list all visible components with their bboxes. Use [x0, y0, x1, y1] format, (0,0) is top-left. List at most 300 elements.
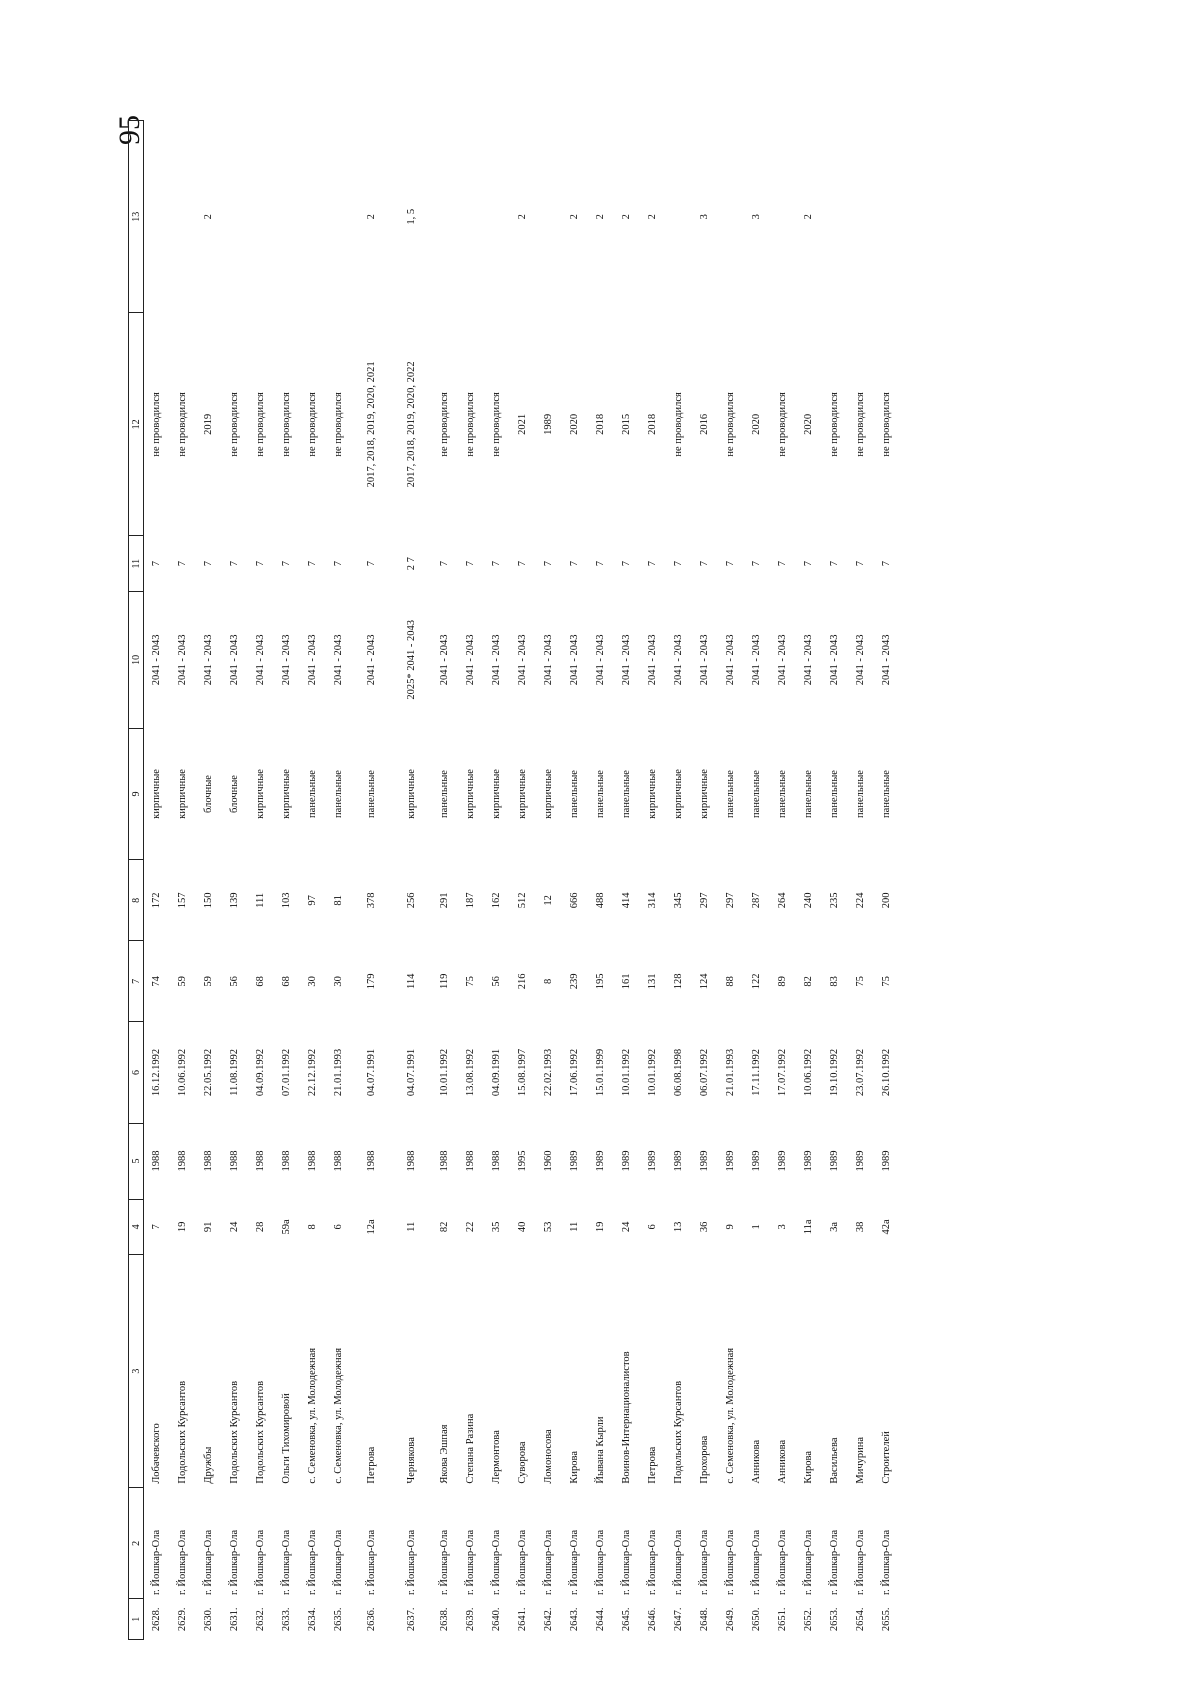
table-cell: Степана Разина — [465, 1413, 476, 1484]
table-cell: 56 — [491, 976, 502, 987]
table-cell: 2017, 2018, 2019, 2020, 2021 — [366, 361, 377, 488]
table-cell: 30 — [333, 976, 344, 987]
table-row — [392, 121, 432, 1640]
table-cell: г. Йошкар-Ола — [595, 1529, 606, 1595]
table-cell: 1988 — [465, 1150, 476, 1172]
table-cell — [822, 121, 848, 314]
table-cell: 1960 — [543, 1150, 554, 1172]
table-cell: 7 — [465, 561, 476, 567]
table-cell: Анникова — [751, 1439, 762, 1484]
table-cell: 2 — [203, 214, 214, 220]
table-cell: 36 — [699, 1221, 710, 1233]
table-cell: 131 — [647, 973, 658, 990]
table-cell: Йывана Кырли — [595, 1416, 606, 1484]
table-cell: 7 — [203, 561, 214, 567]
column-number-header: 5 — [129, 1123, 144, 1199]
table-cell: 1989 — [543, 413, 554, 435]
table-cell: 2 — [517, 214, 528, 220]
table-cell: кирпичные — [406, 769, 417, 819]
table-cell: 15.08.1997 — [517, 1048, 528, 1097]
table-row — [352, 121, 392, 1640]
table-cell: г. Йошкар-Ола — [517, 1529, 528, 1595]
table-row — [326, 121, 352, 1640]
table-cell: г. Йошкар-Ола — [366, 1529, 377, 1595]
table-row — [196, 121, 222, 1640]
table-cell: 314 — [647, 892, 658, 909]
table-cell: блочные — [203, 775, 214, 813]
table-cell: 6 — [647, 1224, 658, 1230]
table-cell: 2642. — [543, 1607, 554, 1632]
table-cell: 83 — [829, 976, 840, 987]
table-row — [796, 121, 822, 1640]
table-cell: 04.09.1991 — [491, 1048, 502, 1097]
table-cell: 2041 - 2043 — [255, 634, 266, 686]
column-number-header: 2 — [129, 1488, 144, 1599]
table-cell: 3 — [777, 1224, 788, 1230]
table-cell: 2639. — [465, 1607, 476, 1632]
table-cell: 2020 — [569, 413, 580, 435]
table-cell: 2636. — [366, 1607, 377, 1632]
table-cell: 161 — [621, 973, 632, 990]
table-row — [484, 121, 510, 1640]
table-cell: 3 — [699, 214, 710, 220]
table-cell: 23.07.1992 — [855, 1048, 866, 1097]
table-cell: 15.01.1999 — [595, 1048, 606, 1097]
table-cell: 2635. — [333, 1607, 344, 1632]
table-cell: 2041 - 2043 — [465, 634, 476, 686]
table-cell: 2041 - 2043 — [281, 634, 292, 686]
table-cell: 13.08.1992 — [465, 1048, 476, 1097]
table-cell: 150 — [203, 892, 214, 909]
table-cell — [170, 121, 196, 314]
table-cell: 2630. — [203, 1607, 214, 1632]
table-cell: 10.01.1992 — [439, 1048, 450, 1097]
table-cell: 1989 — [777, 1150, 788, 1172]
table-cell: 216 — [517, 973, 528, 990]
table-cell: 2018 — [647, 413, 658, 435]
table-cell: панельные — [333, 770, 344, 818]
table-cell: кирпичные — [281, 769, 292, 819]
table-cell: 59 — [203, 976, 214, 987]
table-cell — [874, 121, 900, 314]
table-cell: 10.01.1992 — [647, 1048, 658, 1097]
table-cell: 2018 — [595, 413, 606, 435]
table-cell: г. Йошкар-Ола — [229, 1529, 240, 1595]
table-cell: 488 — [595, 892, 606, 909]
table-cell: 2041 - 2043 — [673, 634, 684, 686]
table-cell: панельные — [307, 770, 318, 818]
table-cell: не проводился — [177, 392, 188, 457]
table-cell: Петрова — [366, 1446, 377, 1484]
table-cell: не проводился — [281, 392, 292, 457]
table-cell: г. Йошкар-Ола — [621, 1529, 632, 1595]
table-cell: 2041 - 2043 — [491, 634, 502, 686]
table-cell: 1, 5 — [406, 208, 417, 225]
column-number-header: 13 — [129, 121, 144, 314]
table-cell: 6 — [333, 1224, 344, 1230]
table-cell: 7 — [621, 561, 632, 567]
table-cell: 1 — [751, 1224, 762, 1230]
table-cell: 59 — [177, 976, 188, 987]
table-cell: 3 — [751, 214, 762, 220]
table-cell: 378 — [366, 892, 377, 909]
table-cell: 7 — [151, 1224, 162, 1230]
table-cell: не проводился — [491, 392, 502, 457]
column-number-header: 3 — [129, 1255, 144, 1488]
table-cell: 19.10.1992 — [829, 1048, 840, 1097]
table-cell: 1988 — [151, 1150, 162, 1172]
table-cell: 88 — [725, 976, 736, 987]
table-cell: 240 — [803, 892, 814, 909]
table-cell: 10.01.1992 — [621, 1048, 632, 1097]
table-cell: блочные — [229, 775, 240, 813]
table-cell: 06.08.1998 — [673, 1048, 684, 1097]
table-cell: 7 — [177, 561, 188, 567]
table-cell: г. Йошкар-Ола — [725, 1529, 736, 1595]
table-cell: 1989 — [855, 1150, 866, 1172]
table-cell: Подольских Курсантов — [177, 1380, 188, 1484]
table-row — [614, 121, 640, 1640]
table-cell: 2041 - 2043 — [203, 634, 214, 686]
table-cell: 7 — [777, 561, 788, 567]
table-cell — [718, 121, 744, 314]
table-cell: г. Йошкар-Ола — [491, 1529, 502, 1595]
table-cell: г. Йошкар-Ола — [647, 1529, 658, 1595]
table-cell: 1988 — [439, 1150, 450, 1172]
table-cell: 1995 — [517, 1150, 528, 1172]
table-cell: 1988 — [333, 1150, 344, 1172]
page-number: 95 — [113, 115, 146, 145]
table-cell: 2041 - 2043 — [647, 634, 658, 686]
table-cell: 666 — [569, 892, 580, 909]
table-cell: 7 — [439, 561, 450, 567]
table-cell: 21.01.1993 — [333, 1048, 344, 1097]
table-cell: 1989 — [621, 1150, 632, 1172]
table-cell: г. Йошкар-Ола — [673, 1529, 684, 1595]
table-cell: не проводился — [829, 392, 840, 457]
table-cell: 1989 — [569, 1150, 580, 1172]
table-cell: 2041 - 2043 — [543, 634, 554, 686]
table-cell: 17.11.1992 — [751, 1049, 762, 1096]
table-cell: 7 — [751, 561, 762, 567]
table-cell: 9 — [725, 1224, 736, 1230]
table-cell: г. Йошкар-Ола — [151, 1529, 162, 1595]
table-cell: г. Йошкар-Ола — [699, 1529, 710, 1595]
table-cell: 187 — [465, 892, 476, 909]
table-cell: не проводился — [439, 392, 450, 457]
table-cell: 239 — [569, 973, 580, 990]
table-cell: 1989 — [699, 1150, 710, 1172]
table-cell: 22 — [465, 1221, 476, 1233]
table-cell: 1988 — [255, 1150, 266, 1172]
table-cell: 7 — [229, 561, 240, 567]
table-cell: 11 — [406, 1221, 417, 1232]
table-cell: 2650. — [751, 1607, 762, 1632]
table-cell: г. Йошкар-Ола — [569, 1529, 580, 1595]
table-cell: 2648. — [699, 1607, 710, 1632]
table-cell: 1989 — [647, 1150, 658, 1172]
table-cell — [770, 121, 796, 314]
table-cell: 1988 — [366, 1150, 377, 1172]
table-cell: г. Йошкар-Ола — [855, 1529, 866, 1595]
column-number-header: 7 — [129, 941, 144, 1022]
table-cell: 1988 — [307, 1150, 318, 1172]
table-cell: 297 — [699, 892, 710, 909]
table-cell: г. Йошкар-Ола — [751, 1529, 762, 1595]
table-cell: 200 — [881, 892, 892, 909]
table-cell: 1989 — [881, 1150, 892, 1172]
table-cell: 2015 — [621, 413, 632, 435]
table-cell: 7 — [366, 561, 377, 567]
table-cell: 04.07.1991 — [366, 1048, 377, 1097]
table-cell: 2655. — [881, 1607, 892, 1632]
table-cell: г. Йошкар-Ола — [255, 1529, 266, 1595]
table-cell: не проводился — [855, 392, 866, 457]
table-row — [274, 121, 300, 1640]
table-cell: Ольги Тихомировой — [281, 1393, 292, 1484]
table-cell — [666, 121, 692, 314]
table-cell: 2641. — [517, 1607, 528, 1632]
table-cell — [432, 121, 458, 314]
table-cell: 7 — [151, 561, 162, 567]
table-cell: панельные — [855, 770, 866, 818]
table-cell: 2 7 — [406, 557, 417, 571]
table-cell: 81 — [333, 895, 344, 906]
table-cell: 1989 — [725, 1150, 736, 1172]
table-cell: 2 — [569, 214, 580, 220]
table-cell — [300, 121, 326, 314]
table-cell: 82 — [439, 1221, 450, 1233]
table-cell: 07.01.1992 — [281, 1048, 292, 1097]
table-cell: 68 — [281, 976, 292, 987]
table-cell: 2041 - 2043 — [439, 634, 450, 686]
column-number-header: 12 — [129, 313, 144, 536]
table-cell: 157 — [177, 892, 188, 909]
table-cell: 2041 - 2043 — [177, 634, 188, 686]
table-cell — [536, 121, 562, 314]
table-cell: кирпичные — [517, 769, 528, 819]
table-cell: 2041 - 2043 — [307, 634, 318, 686]
table-cell: Петрова — [647, 1446, 658, 1484]
table-cell: 04.07.1991 — [406, 1048, 417, 1097]
table-cell: 2651. — [777, 1607, 788, 1632]
table-row — [588, 121, 614, 1640]
table-row — [874, 121, 900, 1640]
table-cell: 2041 - 2043 — [777, 634, 788, 686]
table-cell: 75 — [881, 976, 892, 987]
table-cell: кирпичные — [151, 769, 162, 819]
table-cell: г. Йошкар-Ола — [777, 1529, 788, 1595]
table-cell: г. Йошкар-Ола — [543, 1529, 554, 1595]
table-cell: 2020 — [803, 413, 814, 435]
table-cell: г. Йошкар-Ола — [281, 1529, 292, 1595]
table-cell: 7 — [647, 561, 658, 567]
table-cell: кирпичные — [543, 769, 554, 819]
table-cell: Подольских Курсантов — [255, 1380, 266, 1484]
table-cell: 103 — [281, 892, 292, 909]
table-cell: 2041 - 2043 — [829, 634, 840, 686]
table-cell: 2644. — [595, 1607, 606, 1632]
table-cell: 2652. — [803, 1607, 814, 1632]
table-cell: 2019 — [203, 413, 214, 435]
table-cell: 414 — [621, 892, 632, 909]
table-cell: не проводился — [333, 392, 344, 457]
table-cell: 2 — [803, 214, 814, 220]
table-cell: 2 — [621, 214, 632, 220]
table-cell: панельные — [621, 770, 632, 818]
table-cell: 7 — [881, 561, 892, 567]
column-number-header: 8 — [129, 860, 144, 941]
table-cell: 2041 - 2043 — [517, 634, 528, 686]
table-cell: 2041 - 2043 — [699, 634, 710, 686]
table-cell: 2041 - 2043 — [229, 634, 240, 686]
table-cell: 1988 — [281, 1150, 292, 1172]
table-cell: г. Йошкар-Ола — [465, 1529, 476, 1595]
table-cell: с. Семеновка, ул. Молодежная — [725, 1347, 736, 1484]
table-cell: 7 — [333, 561, 344, 567]
table-cell: панельные — [829, 770, 840, 818]
table-cell: панельные — [569, 770, 580, 818]
table-cell: 75 — [465, 976, 476, 987]
table-cell — [326, 121, 352, 314]
table-cell: панельные — [777, 770, 788, 818]
table-cell: панельные — [881, 770, 892, 818]
table-cell: Строителей — [881, 1431, 892, 1484]
table-cell: 256 — [406, 892, 417, 909]
table-cell: Васильева — [829, 1437, 840, 1484]
column-number-header: 1 — [129, 1599, 144, 1640]
table-cell: 30 — [307, 976, 318, 987]
table-cell: 7 — [307, 561, 318, 567]
table-cell: 7 — [725, 561, 736, 567]
table-cell: 162 — [491, 892, 502, 909]
table-cell: Кирова — [569, 1451, 580, 1484]
table-cell: 122 — [751, 973, 762, 990]
table-cell: 2643. — [569, 1607, 580, 1632]
table-cell: 7 — [491, 561, 502, 567]
table-cell: 7 — [543, 561, 554, 567]
table-cell: 1988 — [177, 1150, 188, 1172]
table-cell: 7 — [569, 561, 580, 567]
table-row — [666, 121, 692, 1640]
table-cell: 11.08.1992 — [229, 1049, 240, 1096]
housing-register-table — [128, 120, 900, 1640]
table-cell: 12а — [366, 1219, 377, 1235]
table-cell: Мичурина — [855, 1436, 866, 1484]
table-cell: 2629. — [177, 1607, 188, 1632]
column-number-header: 6 — [129, 1022, 144, 1123]
table-cell: 2634. — [307, 1607, 318, 1632]
table-cell: не проводился — [151, 392, 162, 457]
table-cell: кирпичные — [673, 769, 684, 819]
table-cell: 264 — [777, 892, 788, 909]
table-row — [822, 121, 848, 1640]
table-cell: 2041 - 2043 — [621, 634, 632, 686]
table-cell: 7 — [803, 561, 814, 567]
table-cell: кирпичные — [177, 769, 188, 819]
table-cell: 2041 - 2043 — [881, 634, 892, 686]
table-cell: 172 — [151, 892, 162, 909]
table-cell: 7 — [673, 561, 684, 567]
table-row — [170, 121, 196, 1640]
table-cell: 2016 — [699, 413, 710, 435]
table-cell — [484, 121, 510, 314]
table-cell: кирпичные — [491, 769, 502, 819]
table-cell: 2647. — [673, 1607, 684, 1632]
table-cell: г. Йошкар-Ола — [803, 1529, 814, 1595]
table-cell: 17.06.1992 — [569, 1048, 580, 1097]
table-cell: 68 — [255, 976, 266, 987]
table-cell: г. Йошкар-Ола — [333, 1529, 344, 1595]
table-cell: 2645. — [621, 1607, 632, 1632]
table-cell: 28 — [255, 1221, 266, 1233]
table-cell: 2041 - 2043 — [151, 634, 162, 686]
table-cell: панельные — [725, 770, 736, 818]
table-cell: 35 — [491, 1221, 502, 1233]
table-cell: не проводился — [777, 392, 788, 457]
table-cell: не проводился — [307, 392, 318, 457]
table-cell: Суворова — [517, 1441, 528, 1484]
table-cell — [144, 121, 171, 314]
table-cell: г. Йошкар-Ола — [881, 1529, 892, 1595]
table-cell: 2041 - 2043 — [366, 634, 377, 686]
table-cell: с. Семеновка, ул. Молодежная — [333, 1347, 344, 1484]
table-cell: 1989 — [751, 1150, 762, 1172]
table-cell: 22.12.1992 — [307, 1048, 318, 1097]
table-cell — [458, 121, 484, 314]
table-cell: не проводился — [229, 392, 240, 457]
table-cell: 2640. — [491, 1607, 502, 1632]
table-row — [300, 121, 326, 1640]
table-cell: 1988 — [491, 1150, 502, 1172]
table-cell: Лермонтова — [491, 1430, 502, 1484]
table-cell: 2041 - 2043 — [751, 634, 762, 686]
table-cell: 10.06.1992 — [177, 1048, 188, 1097]
table-cell: 7 — [281, 561, 292, 567]
table-cell: 2025* 2041 - 2043 — [406, 620, 417, 700]
table-cell: 3а — [829, 1221, 840, 1232]
table-cell: 7 — [517, 561, 528, 567]
table-cell: 1988 — [406, 1150, 417, 1172]
table-cell: 2041 - 2043 — [803, 634, 814, 686]
table-cell: 11а — [803, 1219, 814, 1235]
table-cell: 2041 - 2043 — [333, 634, 344, 686]
table-cell: 22.05.1992 — [203, 1048, 214, 1097]
table-row — [562, 121, 588, 1640]
table-cell: 82 — [803, 976, 814, 987]
table-cell: 74 — [151, 976, 162, 987]
table-cell: 2649. — [725, 1607, 736, 1632]
table-cell: 53 — [543, 1221, 554, 1233]
table-cell: Ломоносова — [543, 1429, 554, 1484]
table-cell: 139 — [229, 892, 240, 909]
table-cell: 2632. — [255, 1607, 266, 1632]
table-cell: Подольских Курсантов — [229, 1380, 240, 1484]
column-number-header-row — [129, 121, 144, 1640]
table-cell: 75 — [855, 976, 866, 987]
table-cell: кирпичные — [647, 769, 658, 819]
column-number-header: 4 — [129, 1199, 144, 1255]
table-cell: не проводился — [673, 392, 684, 457]
table-cell: 2 — [647, 214, 658, 220]
table-cell: 8 — [307, 1224, 318, 1230]
table-cell: 195 — [595, 973, 606, 990]
table-cell: 2637. — [406, 1607, 417, 1632]
table-cell: кирпичные — [465, 769, 476, 819]
table-cell: не проводился — [465, 392, 476, 457]
table-row — [692, 121, 718, 1640]
table-cell: 56 — [229, 976, 240, 987]
